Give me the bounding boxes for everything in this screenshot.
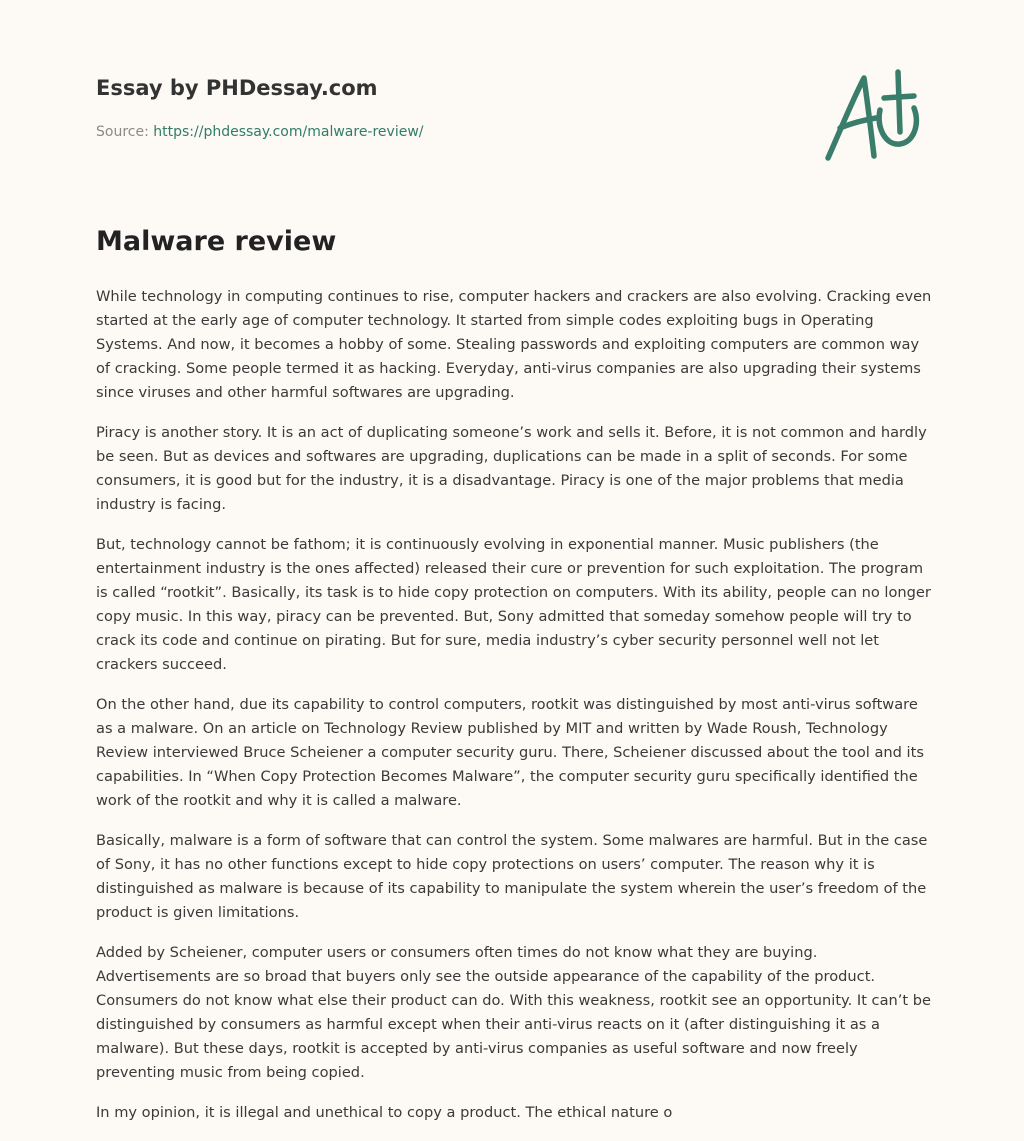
essay-title: Malware review	[96, 226, 337, 257]
essay-paragraph: In my opinion, it is illegal and unethical to copy a product. The ethical nature o	[96, 1104, 673, 1121]
essay-page	[96, 0, 932, 1140]
source-label: Source:	[96, 124, 154, 140]
essay-paragraph: On the other hand, due its capability to control computers, rootkit was distinguished by most anti-virus software as a malware. On an article on Technology Review published by MIT and written by Wade Roush, Technology Review interviewed Bruce Scheiener a computer security guru. There, Scheiener discussed about the tool and its capabilities. In “When Copy Protection Becomes Malware”, the computer security guru specifically identified the work of the rootkit and why it is called a malware.	[96, 696, 924, 809]
source-line	[96, 124, 424, 140]
essay-paragraph: Basically, malware is a form of software that can control the system. Some malwares are harmful. But in the case of Sony, it has no other functions except to hide copy protections on users’ computer. The reason why it is distinguished as malware is because of its capability to manipulate the system wherein the user’s freedom of the product is given limitations.	[96, 832, 928, 921]
essay-paragraph: Added by Scheiener, computer users or consumers often times do not know what they are buying. Advertisements are so broad that buyers only see the outside appearance of the capability of the product. Consumers do not know what else their product can do. With this weakness, rootkit see an opportunity. It can’t be distinguished by consumers as harmful except when their anti-virus reacts on it (after distinguishing it as a malware). But these days, rootkit is accepted by anti-virus companies as useful software and now freely preventing music from being copied.	[96, 944, 932, 1081]
essay-paragraph: But, technology cannot be fathom; it is continuously evolving in exponential manner. Music publishers (the entertainment industry is the ones affected) released their cure or prevention for such exploitation. The program is called “rootkit”. Basically, its task is to hide copy protection on computers. With its ability, people can no longer copy music. In this way, piracy can be prevented. But, Sony admitted that someday somehow people will try to crack its code and continue on pirating. But for sure, media industry’s cyber security personnel well not let crackers succeed.	[96, 536, 931, 673]
essay-paragraph: Piracy is another story. It is an act of duplicating someone’s work and sells it. Before, it is not common and hardly be seen. But as devices and softwares are upgrading, duplications can be made in a split of seconds. For some consumers, it is good but for the industry, it is a disadvantage. Piracy is one of the major problems that media industry is facing.	[96, 424, 927, 513]
source-link[interactable]: https://phdessay.com/malware-review/	[153, 124, 424, 140]
brand-title: Essay by PHDessay.com	[96, 76, 378, 100]
essay-body	[96, 285, 932, 1141]
a-plus-logo-icon	[818, 66, 928, 166]
essay-paragraph: While technology in computing continues to rise, computer hackers and crackers are also evolving. Cracking even started at the early age of computer technology. It started from simple codes exploiting bugs in Operating Systems. And now, it becomes a hobby of some. Stealing passwords and exploiting computers are common way of cracking. Some people termed it as hacking. Everyday, anti-virus companies are also upgrading their systems since viruses and other harmful softwares are upgrading.	[96, 288, 932, 401]
